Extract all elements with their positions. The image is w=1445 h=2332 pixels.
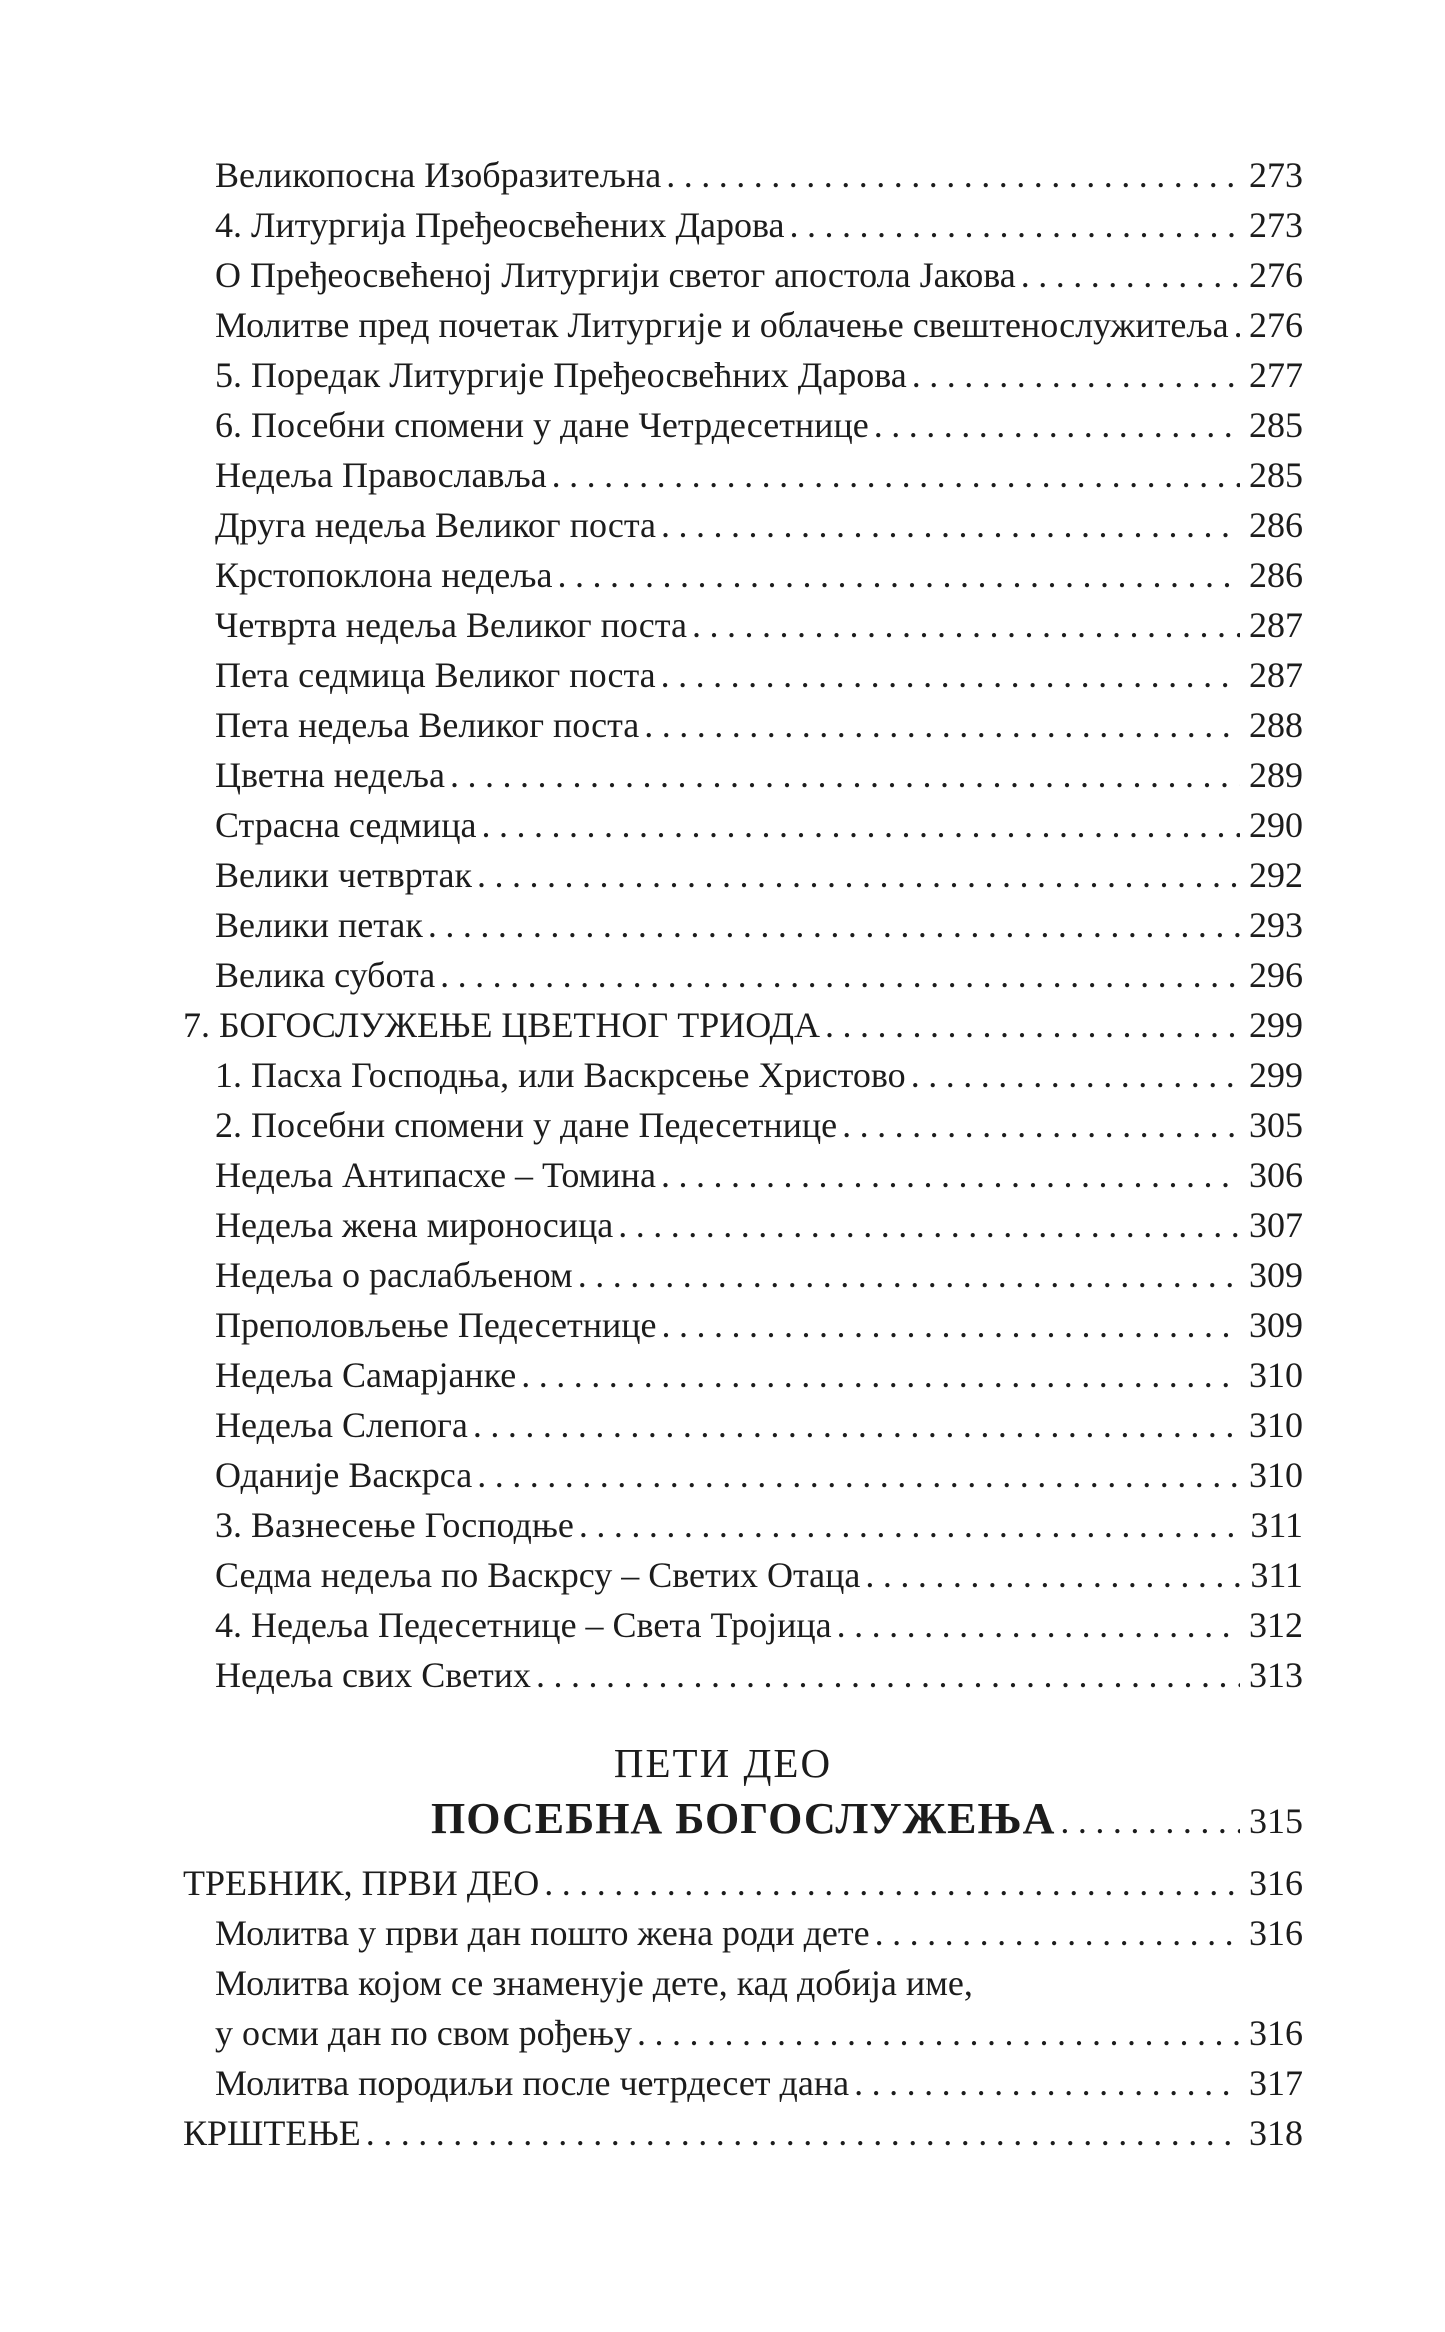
toc-entry-page: 309: [1249, 1305, 1303, 1345]
dot-leader: [906, 1050, 1240, 1100]
dot-leader: [1016, 250, 1240, 300]
toc-entry: [183, 1100, 1303, 1150]
toc-entry-page: 296: [1249, 955, 1303, 995]
toc-entry: [183, 1858, 1303, 1908]
toc-entry-page: 306: [1249, 1155, 1303, 1195]
toc-entry-page: 277: [1249, 355, 1303, 395]
toc-entry: [183, 1908, 1303, 1958]
toc-entry-page: 276: [1249, 255, 1303, 295]
toc-entry-page: 310: [1249, 1455, 1303, 1495]
toc-entry: [183, 700, 1303, 750]
toc-entry-label: 3. Вазнесење Господње: [215, 1505, 574, 1545]
toc-entry-page: 311: [1250, 1505, 1303, 1545]
toc-entry: [183, 1650, 1303, 1700]
toc-entry-label: Молитва у први дан пошто жена роди дете: [215, 1913, 870, 1953]
section-heading-block: [183, 1736, 1303, 1850]
toc-entry-label: 7. БОГОСЛУЖЕЊЕ ЦВЕТНОГ ТРИОДА: [183, 1005, 820, 1045]
toc-entry-page: 318: [1249, 2113, 1303, 2153]
toc-entry-label: 6. Посебни спомени у дане Четрдесетнице: [215, 405, 869, 445]
toc-entry-page: 276: [1249, 305, 1303, 345]
dot-leader: [552, 550, 1240, 600]
toc-entry-label: Преполовљење Педесетнице: [215, 1305, 657, 1345]
toc-entry: [183, 1350, 1303, 1400]
dot-leader: [547, 450, 1240, 500]
toc-entry: [183, 1200, 1303, 1250]
toc-entry: [183, 1600, 1303, 1650]
toc-entry-label: Пета седмица Великог поста: [215, 655, 656, 695]
toc-entry-page: 285: [1249, 455, 1303, 495]
toc-entry: [183, 500, 1303, 550]
toc-entry: [183, 150, 1303, 200]
toc-entry: [183, 750, 1303, 800]
toc-entry: [183, 1958, 1303, 2008]
toc-entry-label: у осми дан по свом рођењу: [215, 2013, 632, 2053]
dot-leader: [656, 1150, 1240, 1200]
dot-leader: [820, 1000, 1240, 1050]
toc-entry-page: 273: [1249, 155, 1303, 195]
toc-entry-label: Четврта недеља Великог поста: [215, 605, 687, 645]
toc-entry-page: 273: [1249, 205, 1303, 245]
toc-entry-page: 316: [1249, 2013, 1303, 2053]
toc-content: [183, 150, 1303, 2158]
toc-entry: [183, 1150, 1303, 1200]
dot-leader: [472, 850, 1240, 900]
section-heading-page: 315: [1249, 1801, 1303, 1841]
toc-entry-label: Цветна недеља: [215, 755, 445, 795]
section-heading-label: ПОСЕБНА БОГОСЛУЖЕЊА: [431, 1794, 1056, 1843]
toc-entry: [183, 900, 1303, 950]
dot-leader: [516, 1350, 1240, 1400]
toc-entry-label: Седма недеља по Васкрсу – Светих Отаца: [215, 1555, 861, 1595]
toc-entry-label: Великопосна Изобразитељна: [215, 155, 662, 195]
toc-entry-page: 307: [1249, 1205, 1303, 1245]
toc-entry-label: 5. Поредак Литургије Пређеосвећних Дарова: [215, 355, 907, 395]
toc-entry-page: 290: [1249, 805, 1303, 845]
toc-entry-label: Молитва породиљи после четрдесет дана: [215, 2063, 850, 2103]
toc-entry-page: 287: [1249, 605, 1303, 645]
toc-entry: [183, 250, 1303, 300]
dot-leader: [849, 2058, 1240, 2108]
dot-leader: [870, 1908, 1240, 1958]
toc-entry-page: 309: [1249, 1255, 1303, 1295]
toc-entry-page: 311: [1250, 1555, 1303, 1595]
toc-entry: [183, 800, 1303, 850]
toc-entry: [183, 400, 1303, 450]
toc-entry-label: Недеља Слепога: [215, 1405, 468, 1445]
toc-entry-label: Молитве пред почетак Литургије и облачење свештенослужитеља: [215, 305, 1229, 345]
toc-entry-label: Крстопоклона недеља: [215, 555, 553, 595]
dot-leader: [657, 1300, 1241, 1350]
toc-list-top: [183, 150, 1303, 1700]
dot-leader: [573, 1250, 1240, 1300]
dot-leader: [639, 700, 1240, 750]
toc-entry-label: Недеља свих Светих: [215, 1655, 531, 1695]
dot-leader: [468, 1400, 1240, 1450]
toc-entry: [183, 1550, 1303, 1600]
toc-entry-label: 4. Недеља Педесетнице – Света Тројица: [215, 1605, 832, 1645]
toc-entry: [183, 350, 1303, 400]
dot-leader: [613, 1200, 1240, 1250]
toc-list-bottom: [183, 1858, 1303, 2158]
toc-entry-page: 316: [1249, 1863, 1303, 1903]
dot-leader: [361, 2108, 1240, 2158]
toc-entry-label: ТРЕБНИК, ПРВИ ДЕО: [183, 1863, 540, 1903]
toc-entry-page: 316: [1249, 1913, 1303, 1953]
dot-leader: [869, 400, 1240, 450]
toc-entry-label: Велики четвртак: [215, 855, 472, 895]
toc-entry-label: Недеља Антипасхе – Томина: [215, 1155, 656, 1195]
toc-entry: [183, 1450, 1303, 1500]
dot-leader: [661, 150, 1240, 200]
toc-entry-page: 286: [1249, 555, 1303, 595]
toc-entry-page: 293: [1249, 905, 1303, 945]
dot-leader: [574, 1500, 1241, 1550]
toc-entry: [183, 650, 1303, 700]
toc-entry: [183, 1400, 1303, 1450]
dot-leader: [632, 2008, 1240, 2058]
toc-entry-page: 310: [1249, 1355, 1303, 1395]
toc-entry-label: Молитва којом се знаменује дете, кад добија име,: [215, 1963, 973, 2003]
toc-entry-label: Недеља Православља: [215, 455, 547, 495]
toc-entry: [183, 1500, 1303, 1550]
dot-leader: [1055, 1792, 1240, 1850]
toc-entry-page: 292: [1249, 855, 1303, 895]
dot-leader: [656, 650, 1240, 700]
toc-entry-label: Пета недеља Великог поста: [215, 705, 640, 745]
toc-entry-page: 288: [1249, 705, 1303, 745]
toc-entry: [183, 1050, 1303, 1100]
toc-entry-label: Недеља Самарјанке: [215, 1355, 517, 1395]
toc-entry: [183, 600, 1303, 650]
dot-leader: [445, 750, 1240, 800]
dot-leader: [860, 1550, 1241, 1600]
toc-entry-page: 287: [1249, 655, 1303, 695]
toc-entry-label: Страсна седмица: [215, 805, 477, 845]
toc-entry-page: 317: [1249, 2063, 1303, 2103]
toc-entry-page: 299: [1249, 1055, 1303, 1095]
dot-leader: [472, 1450, 1240, 1500]
dot-leader: [656, 500, 1240, 550]
toc-entry: [183, 950, 1303, 1000]
toc-entry: [183, 200, 1303, 250]
dot-leader: [907, 350, 1240, 400]
toc-entry: [183, 550, 1303, 600]
dot-leader: [423, 900, 1240, 950]
toc-entry: [183, 450, 1303, 500]
toc-entry: [183, 2008, 1303, 2058]
toc-entry-label: Недеља жена мироносица: [215, 1205, 614, 1245]
toc-entry-label: Велики петак: [215, 905, 423, 945]
toc-entry-page: 285: [1249, 405, 1303, 445]
dot-leader: [837, 1100, 1240, 1150]
dot-leader: [1229, 300, 1240, 350]
toc-entry-label: О Пређеосвећеној Литургији светог апостола Јакова: [215, 255, 1016, 295]
dot-leader: [784, 200, 1240, 250]
toc-entry-label: Велика субота: [215, 955, 436, 995]
toc-entry-page: 305: [1249, 1105, 1303, 1145]
toc-entry: [183, 1000, 1303, 1050]
section-part-title: ПЕТИ ДЕО: [613, 1740, 833, 1786]
toc-entry: [183, 1300, 1303, 1350]
toc-entry-page: 310: [1249, 1405, 1303, 1445]
toc-entry-label: 2. Посебни спомени у дане Педесетнице: [215, 1105, 838, 1145]
dot-leader: [687, 600, 1240, 650]
toc-entry-label: Недеља о раслабљеном: [215, 1255, 573, 1295]
toc-entry-label: 4. Литургија Пређеосвећених Дарова: [215, 205, 785, 245]
dot-leader: [476, 800, 1240, 850]
dot-leader: [832, 1600, 1240, 1650]
toc-entry-label: Друга недеља Великог поста: [215, 505, 656, 545]
toc-entry-page: 299: [1249, 1005, 1303, 1045]
toc-entry: [183, 1250, 1303, 1300]
toc-entry-label: КРШТЕЊЕ: [183, 2113, 361, 2153]
toc-entry: [183, 2108, 1303, 2158]
dot-leader: [435, 950, 1240, 1000]
section-heading-row: [183, 1790, 1303, 1850]
toc-entry: [183, 300, 1303, 350]
dot-leader: [531, 1650, 1240, 1700]
toc-entry-page: 312: [1249, 1605, 1303, 1645]
toc-entry-label: Оданије Васкрса: [215, 1455, 473, 1495]
toc-entry-page: 313: [1249, 1655, 1303, 1695]
toc-entry-page: 286: [1249, 505, 1303, 545]
dot-leader: [539, 1858, 1240, 1908]
toc-entry-page: 289: [1249, 755, 1303, 795]
toc-entry: [183, 850, 1303, 900]
toc-entry: [183, 2058, 1303, 2108]
toc-entry-label: 1. Пасха Господња, или Васкрсење Христово: [215, 1055, 906, 1095]
